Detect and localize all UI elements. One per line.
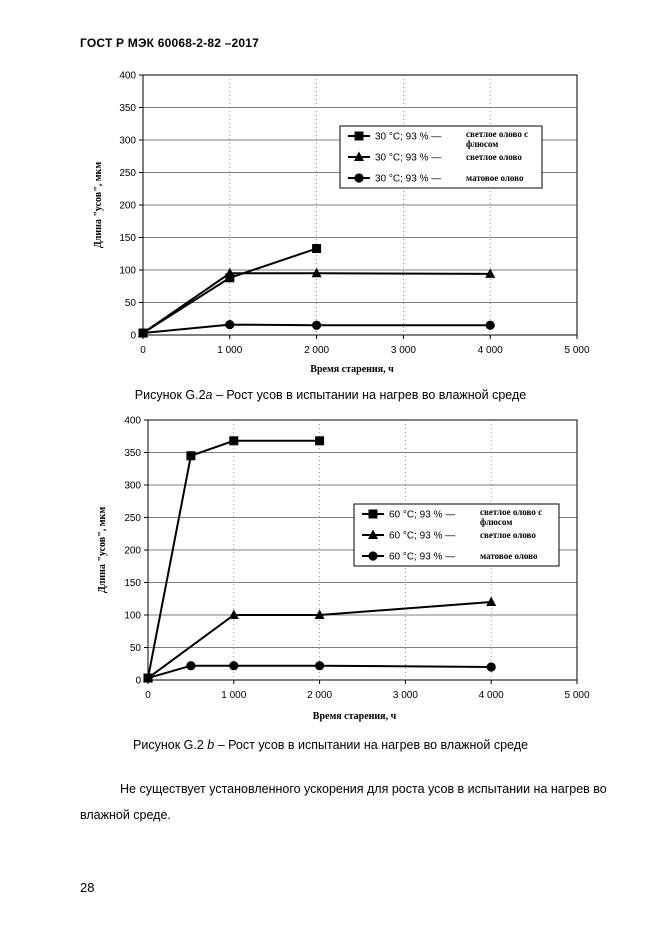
- legend-series-desc-cont: флюсом: [466, 139, 499, 149]
- caption-prefix: Рисунок G.2: [134, 388, 206, 402]
- x-tick-label: 0: [145, 690, 151, 701]
- caption-letter: b: [207, 738, 215, 752]
- legend-series-desc: светлое олово с: [480, 507, 543, 517]
- y-tick-label: 250: [124, 513, 141, 524]
- y-tick-label: 350: [119, 103, 136, 114]
- caption-prefix: Рисунок G.2: [133, 738, 208, 752]
- y-tick-label: 0: [130, 330, 136, 342]
- y-tick-label: 150: [124, 578, 141, 589]
- legend-series-desc: светлое олово: [480, 530, 536, 540]
- legend-marker: [368, 551, 377, 560]
- legend-series-name: 30 °C; 93 % —: [375, 173, 442, 185]
- legend: [354, 504, 559, 566]
- y-tick-label: 0: [135, 675, 141, 687]
- legend-series-desc: светлое олово: [466, 152, 522, 162]
- legend-marker: [369, 510, 378, 519]
- data-point: [229, 436, 238, 445]
- legend-series-name: 60 °C; 93 % —: [389, 551, 456, 563]
- x-tick-label: 5 000: [564, 345, 590, 356]
- data-point: [487, 662, 496, 671]
- x-tick-label: 4 000: [477, 345, 503, 356]
- y-tick-label: 200: [124, 545, 141, 557]
- x-tick-label: 3 000: [390, 345, 416, 356]
- y-axis-label: Длина "усов", мкм: [97, 506, 108, 594]
- body-paragraph: Не существует установленного ускорения для роста усов в испытании на нагрев во влажной среде.: [80, 782, 607, 822]
- legend-series-desc: светлое олово с: [466, 129, 529, 139]
- legend-series-desc-cont: флюсом: [480, 517, 513, 527]
- legend-series-name: 60 °C; 93 % —: [389, 509, 456, 521]
- x-tick-label: 2 000: [307, 690, 333, 701]
- x-tick-label: 4 000: [478, 690, 504, 701]
- y-tick-label: 400: [124, 415, 141, 427]
- y-tick-label: 50: [124, 298, 136, 309]
- caption-text: – Рост усов в испытании на нагрев во влажной среде: [214, 738, 528, 752]
- y-tick-label: 300: [119, 135, 136, 147]
- caption-text: – Рост усов в испытании на нагрев во влажной среде: [212, 388, 527, 402]
- data-point: [186, 661, 195, 670]
- legend-series-name: 30 °C; 93 % —: [375, 131, 442, 143]
- figure-caption-b: [0, 738, 661, 752]
- y-tick-label: 100: [119, 265, 136, 277]
- data-point: [315, 661, 324, 670]
- x-axis-label: Время старения, ч: [312, 711, 397, 722]
- y-tick-label: 100: [124, 610, 141, 622]
- data-point: [315, 436, 324, 445]
- x-tick-label: 1 000: [221, 690, 247, 701]
- x-tick-label: 1 000: [217, 345, 243, 356]
- y-tick-label: 200: [119, 200, 136, 212]
- y-tick-label: 150: [119, 233, 136, 244]
- legend-series-name: 30 °C; 93 % —: [375, 152, 442, 164]
- x-tick-label: 3 000: [392, 690, 418, 701]
- y-tick-label: 50: [129, 643, 141, 654]
- x-tick-label: 2 000: [304, 345, 330, 356]
- legend-series-name: 60 °C; 93 % —: [389, 530, 456, 542]
- x-tick-label: 5 000: [564, 690, 590, 701]
- y-tick-label: 400: [119, 70, 136, 82]
- data-point: [229, 661, 238, 670]
- legend-series-desc: матовое олово: [480, 551, 538, 561]
- x-axis-label: Время старения, ч: [310, 364, 394, 375]
- x-tick-label: 0: [140, 345, 146, 356]
- page-number: 28: [80, 880, 95, 895]
- y-tick-label: 250: [119, 168, 136, 179]
- data-point: [186, 451, 195, 460]
- data-point: [143, 673, 152, 682]
- y-axis-label: Длина "усов", мкм: [93, 161, 104, 249]
- caption-letter: a: [205, 388, 213, 402]
- document-header: ГОСТ Р МЭК 60068-2-82 –2017: [80, 36, 260, 50]
- legend-series-desc: матовое олово: [466, 173, 524, 183]
- y-tick-label: 300: [124, 480, 141, 492]
- y-tick-label: 350: [124, 448, 141, 459]
